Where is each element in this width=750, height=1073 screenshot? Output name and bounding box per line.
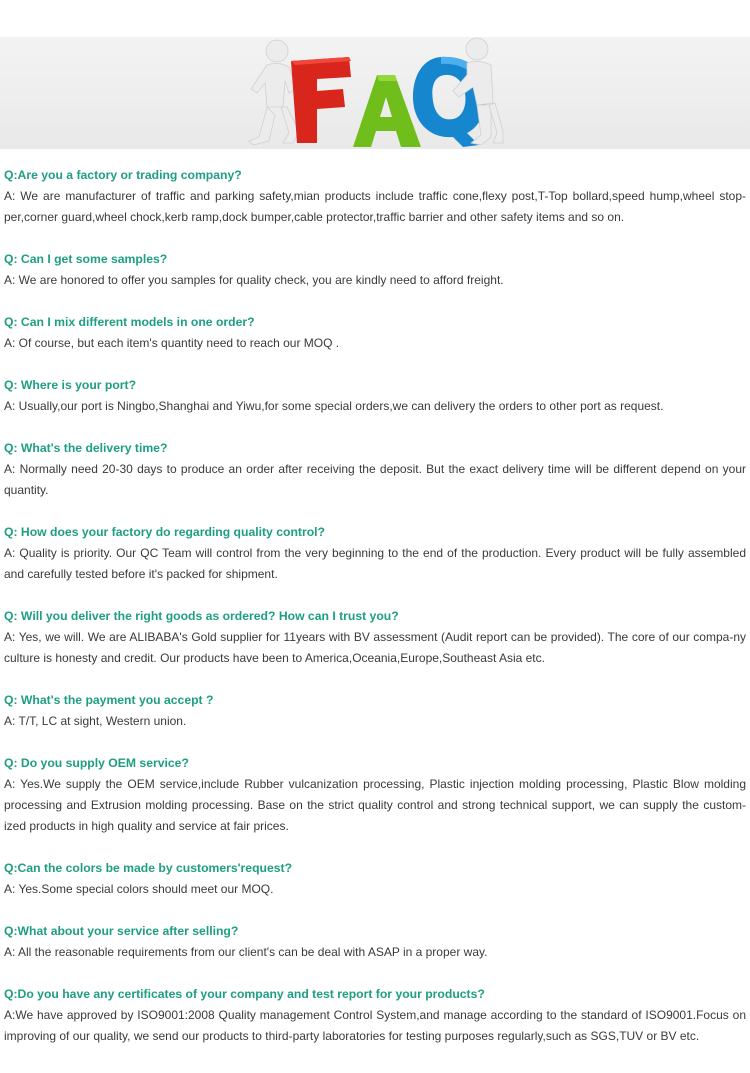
faq-item — [4, 858, 746, 921]
faq-item — [4, 165, 746, 249]
faq-spacer — [4, 837, 746, 858]
faq-question: Q:Do you have any certificates of your company and test report for your products? — [4, 987, 485, 1001]
faq-item — [4, 690, 746, 753]
faq-answer: A: Yes.We supply the OEM service,include Rubber vulcanization processing, Plastic injection molding processing, Plastic Blow molding processing and Extrusion molding processing. Base on the strict quality control and strong technical support, we can supply the custom-ized products in high quality and service at fair prices. — [4, 777, 746, 833]
faq-spacer — [4, 417, 746, 438]
faq-question: Q: Can I mix different models in one order? — [4, 315, 255, 329]
faq-banner — [0, 37, 750, 149]
faq-item — [4, 438, 746, 522]
faq-answer: A: We are honored to offer you samples for quality check, you are kindly need to afford freight. — [4, 273, 504, 287]
faq-illustration — [245, 37, 505, 149]
faq-spacer — [4, 354, 746, 375]
faq-item — [4, 606, 746, 690]
faq-item — [4, 375, 746, 438]
faq-answer: A: Quality is priority. Our QC Team will control from the very beginning to the end of the production. Every product will be fully assembled and carefully tested before it's packed for shipment. — [4, 546, 746, 581]
faq-answer: A: Yes.Some special colors should meet our MOQ. — [4, 882, 274, 896]
faq-spacer — [4, 1047, 746, 1068]
faq-spacer — [4, 228, 746, 249]
faq-spacer — [4, 669, 746, 690]
faq-question: Q: What's the payment you accept ? — [4, 693, 214, 707]
faq-answer: A: All the reasonable requirements from our client's can be deal with ASAP in a proper way. — [4, 945, 488, 959]
faq-answer: A: Normally need 20-30 days to produce an order after receiving the deposit. But the exact delivery time will be different depend on your quantity. — [4, 462, 746, 497]
faq-question: Q: Will you deliver the right goods as ordered? How can I trust you? — [4, 609, 399, 623]
faq-spacer — [4, 501, 746, 522]
faq-answer: A: Usually,our port is Ningbo,Shanghai and Yiwu,for some special orders,we can delivery the orders to other port as request. — [4, 399, 664, 413]
faq-item — [4, 921, 746, 984]
faq-question: Q: Can I get some samples? — [4, 252, 168, 266]
faq-question: Q: Do you supply OEM service? — [4, 756, 189, 770]
faq-list — [4, 165, 746, 1068]
faq-question: Q: What's the delivery time? — [4, 441, 168, 455]
faq-question: Q: How does your factory do regarding quality control? — [4, 525, 325, 539]
faq-question: Q: Where is your port? — [4, 378, 137, 392]
faq-question: Q:What about your service after selling? — [4, 924, 239, 938]
faq-answer: A: Of course, but each item's quantity need to reach our MOQ . — [4, 336, 340, 350]
faq-item — [4, 522, 746, 606]
faq-answer: A: T/T, LC at sight, Western union. — [4, 714, 187, 728]
faq-answer: A: Yes, we will. We are ALIBABA's Gold supplier for 11years with BV assessment (Audit report can be provided). The core of our compa-ny culture is honesty and credit. Our products have been to America,Oceania,Europe,Southeast Asia etc. — [4, 630, 746, 665]
faq-spacer — [4, 585, 746, 606]
faq-item — [4, 249, 746, 312]
faq-item — [4, 984, 746, 1068]
faq-item — [4, 312, 746, 375]
letter-f-icon — [291, 57, 351, 143]
faq-question: Q:Can the colors be made by customers'request? — [4, 861, 293, 875]
faq-spacer — [4, 732, 746, 753]
faq-item — [4, 753, 746, 858]
faq-question: Q:Are you a factory or trading company? — [4, 168, 242, 182]
letter-a-icon — [353, 75, 421, 147]
faq-answer: A:We have approved by ISO9001:2008 Quality management Control System,and manage according to the standard of ISO9001.Focus on improving of our quality, we send our products to third-party laboratories for testing purposes regularly,such as SGS,TUV or BV etc. — [4, 1008, 746, 1043]
left-figure-icon — [249, 40, 299, 145]
faq-spacer — [4, 963, 746, 984]
faq-spacer — [4, 291, 746, 312]
faq-spacer — [4, 900, 746, 921]
faq-answer: A: We are manufacturer of traffic and parking safety,mian products include traffic cone,flexy post,T-Top bollard,speed hump,wheel stop-per,corner guard,wheel chock,kerb ramp,dock bumper,cable protector,traffic barrier and other safety items and so on. — [4, 189, 746, 224]
